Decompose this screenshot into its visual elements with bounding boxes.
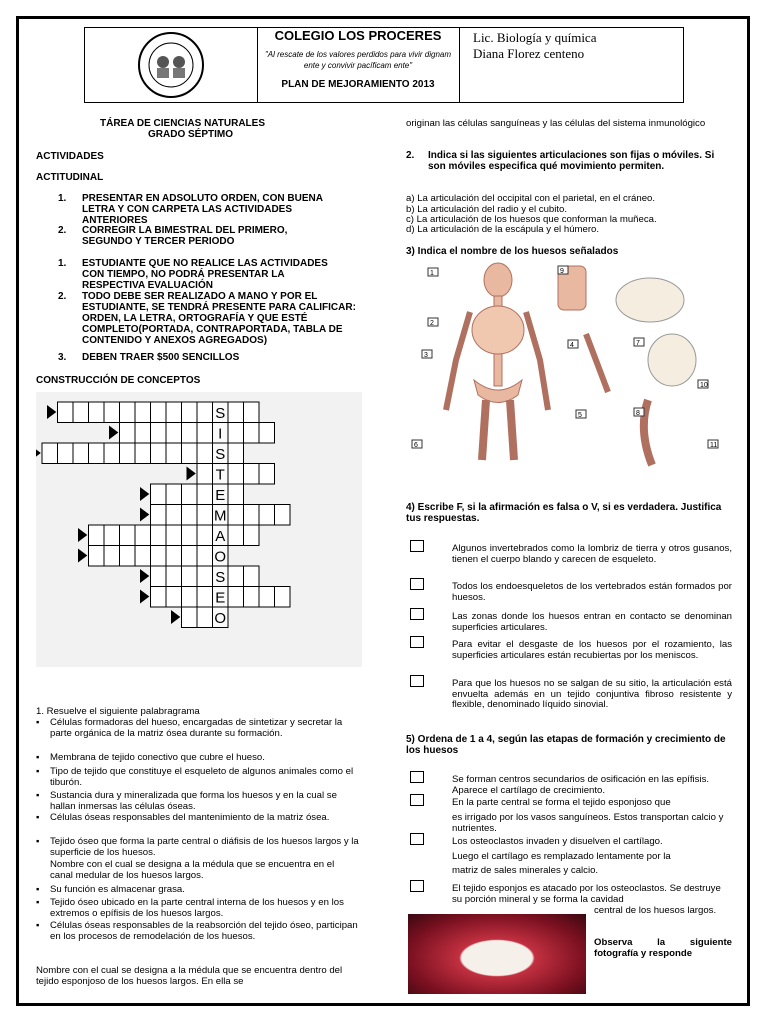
crossword-cell [166, 402, 182, 423]
bone-label: 4 [570, 342, 574, 349]
crossword-cell [42, 443, 58, 464]
bone-label: 6 [414, 442, 418, 449]
list-item: ESTUDIANTE QUE NO REALICE LAS ACTIVIDADES CON TIEMPO, NO PODRÁ PRESENTAR LA RESPECTIVA EVALUACIÓN [82, 258, 328, 291]
crossword-letter: M [214, 507, 227, 525]
continued-text: originan las células sanguíneas y las células del sistema inmunológico [406, 118, 706, 129]
crossword-cell [120, 525, 136, 546]
crossword-cell [58, 402, 74, 423]
skull-side [616, 278, 684, 322]
q5-step: Luego el cartílago es remplazado lentamente por la [452, 851, 671, 862]
clue-item: ▪ Sustancia dura y mineralizada que forma los huesos y en la cual se hallan inmersas las células óseas. [36, 791, 360, 812]
q5-step: matriz de sales minerales y calcio. [452, 865, 599, 876]
crossword-cell [135, 402, 151, 423]
document-header [84, 27, 684, 103]
crossword-cell [244, 402, 260, 423]
crossword-cell [151, 423, 167, 444]
crossword-letter: E [215, 487, 226, 504]
answer-checkbox[interactable] [410, 578, 424, 590]
bone-label: 5 [578, 412, 582, 419]
crossword-cell [197, 566, 213, 587]
crossword-letter: S [215, 569, 226, 586]
crossword-cell [197, 587, 213, 608]
answer-checkbox[interactable] [410, 540, 424, 552]
crossword-letter: O [214, 548, 227, 566]
crossword-cell [197, 443, 213, 464]
crossword-cell [104, 525, 120, 546]
crossword-letter: A [215, 528, 226, 545]
crossword-cell [120, 402, 136, 423]
crossword-cell [182, 546, 198, 567]
logo-cell [85, 28, 258, 102]
clue-item: ▪ Membrana de tejido conectivo que cubre el hueso. [36, 753, 360, 764]
clue-item: ▪ Tipo de tejido que constituye el esqueleto de algunos animales como el tiburón. [36, 767, 360, 788]
crossword-cell [182, 484, 198, 505]
crossword-cell [166, 505, 182, 526]
crossword-cell [166, 525, 182, 546]
q4-statement: Todos los endoesqueletos de los vertebrados están formados por huesos. [452, 581, 732, 603]
crossword-cell [197, 505, 213, 526]
school-motto: "Al rescate de los valores perdidos para vivir dignam ente y convivir pacíficam ente" [264, 50, 452, 70]
skull-front-view [648, 334, 696, 386]
school-logo [85, 28, 257, 102]
clue-item: ▪ Células formadoras del hueso, encargadas de sintetizar y secretar la parte orgánica de la matriz ósea durante su formación. [36, 718, 360, 739]
crossword-cell [197, 464, 213, 485]
skull-front [484, 263, 512, 297]
answer-checkbox[interactable] [410, 675, 424, 687]
list-item: CORREGIR LA BIMESTRAL DEL PRIMERO, SEGUNDO Y TERCER PERIODO [82, 225, 288, 247]
crossword-cell [182, 505, 198, 526]
crossword-puzzle [36, 392, 362, 667]
crossword-cell [259, 587, 275, 608]
bone-label: 2 [430, 320, 434, 327]
crossword-letter: S [215, 446, 226, 463]
crossword-cell [182, 443, 198, 464]
crossword-cell [135, 525, 151, 546]
crossword-cell [73, 402, 89, 423]
answer-checkbox[interactable] [410, 636, 424, 648]
crossword-cell [228, 402, 244, 423]
crossword-cell [104, 443, 120, 464]
list-item: DEBEN TRAER $500 SENCILLOS [82, 352, 240, 363]
q4-statement: Algunos invertebrados como la lombriz de tierra y otros gusanos, tienen el cuerpo blando y carecen de esqueleto. [452, 543, 732, 565]
crossword-cell [197, 484, 213, 505]
q4-question: 4) Escribe F, si la afirmación es falsa o V, si es verdadera. Justifica tus respuestas. [406, 502, 722, 524]
crossword-cell [151, 402, 167, 423]
crossword-cell [259, 505, 275, 526]
q5-step: El tejido esponjos es atacado por los osteoclastos. Se destruye su porción mineral y se forma la cavidad [452, 883, 721, 905]
order-box[interactable] [410, 880, 424, 892]
skeleton-diagram [408, 260, 734, 478]
crossword-cell [197, 607, 213, 628]
bone-label: 9 [560, 268, 564, 275]
crossword-cell [228, 505, 244, 526]
crossword-cell [228, 443, 244, 464]
crossword-cell [182, 566, 198, 587]
bone-label: 10 [700, 382, 708, 389]
crossword-cell [182, 423, 198, 444]
crossword-cell [228, 484, 244, 505]
crossword-cell [104, 402, 120, 423]
crossword-letter: T [215, 466, 225, 484]
crossword-cell [58, 443, 74, 464]
crossword-cell [244, 464, 260, 485]
crossword-cell [166, 484, 182, 505]
crossword-cell [182, 525, 198, 546]
crossword-letter: O [214, 610, 227, 627]
crossword-cell [151, 587, 167, 608]
subject-line: Lic. Biología y química [473, 30, 597, 45]
q5-step: En la parte central se forma el tejido esponjoso que [452, 797, 671, 808]
crossword-cell [244, 423, 260, 444]
q4-statement: Las zonas donde los huesos entran en contacto se denominan superficies articulares. [452, 611, 732, 633]
crossword-cell [228, 566, 244, 587]
crossword-cell [89, 443, 105, 464]
crossword-cell [259, 423, 275, 444]
crossword-letter: E [215, 589, 226, 607]
clue-note: Nombre con el cual se designa a la médula que se encuentra en el canal medular de los huesos largos. [50, 859, 335, 881]
crossword-cell [244, 587, 260, 608]
q3-question: 3) Indica el nombre de los huesos señalados [406, 246, 619, 257]
actividades-heading: ACTIVIDADES [36, 151, 104, 162]
leg-right [510, 400, 514, 460]
school-name: COLEGIO LOS PROCERES [274, 28, 442, 43]
list-item: PRESENTAR EN ADSOLUTO ORDEN, CON BUENA LETRA Y CON CARPETA LAS ACTIVIDADES ANTERIORES [82, 193, 323, 226]
crossword-cell [197, 525, 213, 546]
crossword-cell [166, 546, 182, 567]
crossword-cell [197, 402, 213, 423]
crossword-cell [135, 423, 151, 444]
q2-item: a) La articulación del occipital con el parietal, en el cráneo. [406, 193, 656, 204]
crossword-cell [228, 464, 244, 485]
crossword-cell [73, 443, 89, 464]
list-item-number: 3. [58, 352, 67, 363]
bone-label: 8 [636, 410, 640, 417]
bone-label: 3 [424, 352, 428, 359]
q2-item: c) La articulación de los huesos que conforman la muñeca. [406, 214, 657, 225]
q5-step: Los osteoclastos invaden y disuelven el cartílago. [452, 836, 663, 847]
crossword-cell [166, 587, 182, 608]
crossword-cell [151, 443, 167, 464]
grade-title: GRADO SÉPTIMO [148, 129, 234, 140]
clue-item: ▪ Su función es almacenar grasa. [36, 885, 360, 896]
crossword-cell [228, 525, 244, 546]
q2-item: d) La articulación de la escápula y el húmero. [406, 224, 600, 235]
order-box[interactable] [410, 771, 424, 783]
crossword-cell [275, 587, 291, 608]
q5-step: central de los huesos largos. [594, 905, 717, 916]
crossword-cell [120, 423, 136, 444]
clue-item: ▪ Células óseas responsables del mantenimiento de la matriz ósea. [36, 813, 360, 824]
plan-title: PLAN DE MEJORAMIENTO 2013 [281, 79, 435, 90]
crossword-cell [197, 546, 213, 567]
crossword-cell [104, 546, 120, 567]
crossword-cell [151, 546, 167, 567]
crossword-cell [135, 443, 151, 464]
ribcage [472, 306, 524, 354]
q5-step: es irrigado por los vasos sanguíneos. Estos transportan calcio y nutrientes. [452, 812, 724, 834]
bone-label: 7 [636, 340, 640, 347]
crossword-cell [120, 546, 136, 567]
crossword-cell [151, 484, 167, 505]
crossword-cell [151, 525, 167, 546]
crossword-cell [166, 566, 182, 587]
order-box[interactable] [410, 794, 424, 806]
bottom-paragraph: Nombre con el cual se designa a la médula que se encuentra dentro del tejido esponjoso de los huesos largos. En ella se [36, 965, 343, 987]
crossword-cell [151, 566, 167, 587]
q4-statement: Para que los huesos no se salgan de su sitio, la articulación está envuelta además en un tejido conjuntiva fibroso resistente y flexible, denominado líquido sinovial. [452, 678, 732, 710]
crossword-cell [89, 546, 105, 567]
teacher-line: Diana Florez centeno [473, 46, 585, 61]
list-item-number: 2. [58, 291, 67, 302]
q5-question: 5) Ordena de 1 a 4, según las etapas de formación y crecimiento de los huesos [406, 734, 726, 756]
q2-question: Indica si las siguientes articulaciones son fijas o móviles. Si son móviles especifica qué movimiento permiten. [428, 150, 715, 172]
clue-item: ▪ Tejido óseo ubicado en la parte central interna de los huesos y en los extremos o epífisis de los huesos largos. [36, 898, 360, 919]
list-item-number: 2. [58, 225, 67, 236]
crossword-cell [166, 423, 182, 444]
bone-label: 11 [710, 442, 718, 449]
q2-number: 2. [406, 150, 415, 161]
crossword-cell [151, 505, 167, 526]
observa-instruction: Observa la siguiente fotografía y responde [594, 937, 732, 959]
task-title: TÁREA DE CIENCIAS NATURALES [100, 118, 266, 129]
q2-item: b) La articulación del radio y el cubito. [406, 204, 568, 215]
order-box[interactable] [410, 833, 424, 845]
crossword-cell [275, 505, 291, 526]
teeth-photo [408, 914, 586, 994]
crossword-cell [166, 443, 182, 464]
list-item-number: 1. [58, 258, 67, 269]
crossword-cell [197, 423, 213, 444]
crossword-cell [244, 525, 260, 546]
answer-checkbox[interactable] [410, 608, 424, 620]
crossword-cell [120, 443, 136, 464]
actitudinal-heading: ACTITUDINAL [36, 172, 104, 183]
crossword-cell [244, 505, 260, 526]
construccion-heading: CONSTRUCCIÓN DE CONCEPTOS [36, 375, 201, 386]
crossword-letter: I [218, 425, 223, 443]
crossword-cell [244, 566, 260, 587]
leg-left [482, 400, 486, 460]
crossword-cell [89, 525, 105, 546]
crossword-cell [182, 587, 198, 608]
clue-item: ▪ Células óseas responsables de la reabsorción del tejido óseo, participan en los procesos de remodelación de los huesos. [36, 921, 360, 942]
crossword-letter: S [215, 405, 226, 422]
crossword-cell [135, 546, 151, 567]
school-cell [257, 28, 460, 102]
crossword-cell [228, 423, 244, 444]
clue-item: ▪ Tejido óseo que forma la parte central o diáfisis de los huesos largos y la superficie de los huesos. [36, 837, 360, 858]
q4-statement: Para evitar el desgaste de los huesos por el rozamiento, las superficies articulares están recubiertas por los meniscos. [452, 639, 732, 661]
q5-step: Se forman centros secundarios de osificación en las epífisis. Aparece el cartílago de crecimiento. [452, 774, 710, 796]
list-item: TODO DEBE SER REALIZADO A MANO Y POR EL ESTUDIANTE, SE TENDRÁ PRESENTE PARA CALIFICAR: ORDEN, LA LETRA, ORTOGRAFÍA Y QUE ESTÉ COMPLETO(PORTADA, CONTRAPORTADA, TABLA DE CONTENIDO Y ANEXOS AGREGADOS) [82, 291, 356, 346]
crossword-cell [182, 607, 198, 628]
bone-label: 1 [430, 270, 434, 277]
crossword-cell [89, 402, 105, 423]
crossword-cell [259, 464, 275, 485]
teacher-cell [473, 30, 683, 62]
list-item-number: 1. [58, 193, 67, 204]
crossword-cell [182, 402, 198, 423]
resuelve-instruction: 1. Resuelve el siguiente palabragrama [36, 706, 200, 717]
crossword-cell [228, 587, 244, 608]
